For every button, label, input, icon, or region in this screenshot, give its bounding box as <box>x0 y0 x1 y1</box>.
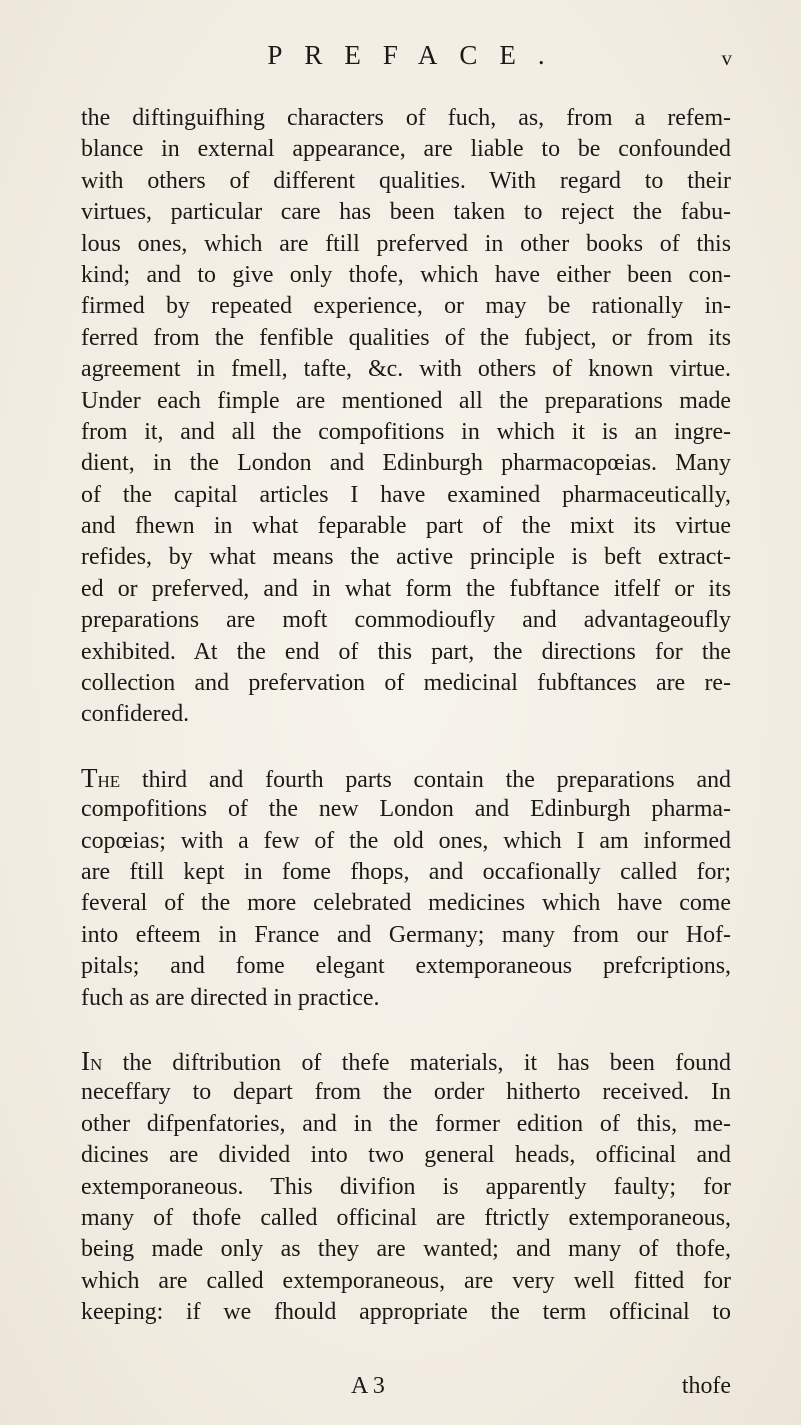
text-line: compofitions of the new London and Edinburgh pharma- <box>81 796 731 823</box>
text-line: exhibited. At the end of this part, the directions for the <box>81 638 731 665</box>
text-line: dicines are divided into two general heads, officinal and <box>81 1142 731 1169</box>
text-line: virtues, particular care has been taken to reject the fabu- <box>81 199 731 226</box>
text-line: other difpenfatories, and in the former edition of this, me- <box>81 1110 731 1137</box>
small-caps-lead: n <box>90 1049 103 1076</box>
small-caps-lead: he <box>97 766 121 793</box>
line-rest: the diftribution of thefe materials, it has been found <box>102 1049 731 1076</box>
text-line: kind; and to give only thofe, which have either been con- <box>81 261 731 288</box>
initial-capital: I <box>81 1045 90 1076</box>
text-line: pitals; and fome elegant extemporaneous prefcriptions, <box>81 953 731 980</box>
catchword: thofe <box>681 1373 731 1399</box>
text-line: being made only as they are wanted; and many of thofe, <box>81 1236 731 1263</box>
paragraph-gap <box>81 1014 731 1046</box>
text-line: lous ones, which are ftill preferved in other books of this <box>81 230 731 257</box>
text-line: extemporaneous. This divifion is apparently faulty; for <box>81 1173 731 1200</box>
text-line: Under each fimple are mentioned all the preparations made <box>81 387 731 414</box>
page-number: v <box>721 46 732 70</box>
page-footer <box>81 1373 731 1405</box>
text-line: ferred from the fenfible qualities of the fubject, or from its <box>81 324 731 351</box>
text-line: copœias; with a few of the old ones, which I am informed <box>81 827 731 854</box>
text-line: feveral of the more celebrated medicines which have come <box>81 890 731 917</box>
text-line <box>81 1046 731 1077</box>
text-line: into efteem in France and Germany; many from our Hof- <box>81 921 731 948</box>
text-line: the diftinguifhing characters of fuch, as, from a refem- <box>81 105 731 131</box>
text-line: ed or preferved, and in what form the fubftance itfelf or its <box>81 575 731 602</box>
text-line: collection and prefervation of medicinal fubftances are re- <box>81 670 731 697</box>
text-line: refides, by what means the active principle is beft extract- <box>81 544 731 571</box>
text-line: neceffary to depart from the order hitherto received. In <box>81 1079 731 1106</box>
text-line <box>81 763 731 794</box>
text-line: which are called extemporaneous, are very well fitted for <box>81 1267 731 1294</box>
initial-capital: T <box>81 762 98 793</box>
text-line: dient, in the London and Edinburgh pharmacopœias. Many <box>81 450 731 477</box>
paragraph <box>81 103 731 731</box>
line-rest: third and fourth parts contain the preparations and <box>120 766 731 793</box>
text-line: of the capital articles I have examined pharmaceutically, <box>81 481 731 508</box>
text-line: are ftill kept in fome fhops, and occafionally called for; <box>81 858 731 885</box>
text-line: many of thofe called officinal are ftrictly extemporaneous, <box>81 1204 731 1231</box>
text-line: and fhewn in what feparable part of the mixt its virtue <box>81 513 731 540</box>
body-text <box>81 103 731 1328</box>
signature-mark: A 3 <box>351 1373 385 1399</box>
text-line: fuch as are directed in practice. <box>81 984 380 1011</box>
paragraph-gap <box>81 731 731 763</box>
text-line: preparations are moft commodioufly and advantageoufly <box>81 607 731 634</box>
running-head <box>80 40 732 80</box>
text-line: with others of different qualities. With regard to their <box>81 167 731 194</box>
text-line: firmed by repeated experience, or may be rationally in- <box>81 293 731 320</box>
text-line: keeping: if we fhould appropriate the term officinal to <box>81 1299 731 1326</box>
text-line: confidered. <box>81 701 190 728</box>
text-line: agreement in fmell, tafte, &c. with others of known virtue. <box>81 356 731 383</box>
paragraph <box>81 1046 731 1329</box>
text-line: from it, and all the compofitions in which it is an ingre- <box>81 418 731 445</box>
running-title: PREFACE. <box>267 40 567 70</box>
paragraph <box>81 763 731 1014</box>
text-line: blance in external appearance, are liable to be confounded <box>81 136 731 163</box>
